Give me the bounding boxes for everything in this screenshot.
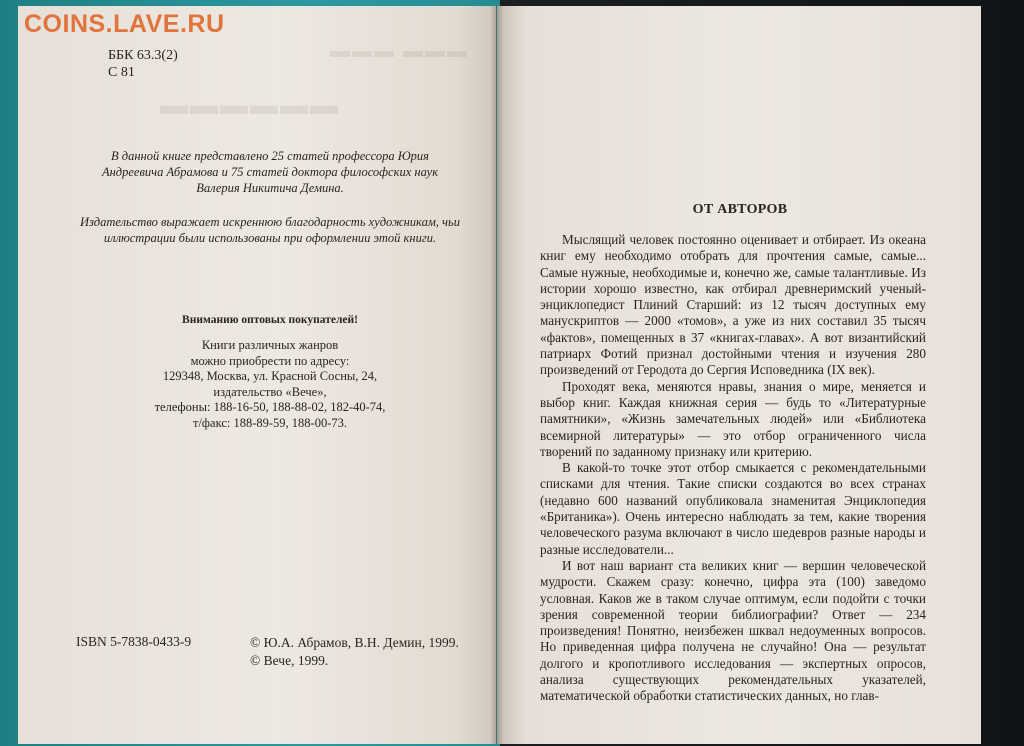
- book-gutter: [490, 6, 504, 744]
- copyright-block: [250, 634, 459, 670]
- preface-paragraph: Проходят века, меняются нравы, знания о мире, меняется и выбор книг. Каждая книжная серия — будь то «Литературные памятники», «Жизнь замечательных людей» или «Библиотека всемирной литературы» — это отбор ограниченного числа творений по заданному признаку или критерию.: [540, 378, 926, 459]
- preface-paragraph: Мыслящий человек постоянно оценивает и отбирает. Из океана книг ему необходимо отобрать для прочтения самые, самые... Самые нужные, необходимые и, конечно же, самые талантливые. Из истории хорошо известно, как отбирал древнеримский ученый-энциклопедист Плиний Старший: из 12 тысяч доступных ему манускриптов — 2000 «томов», а уже из них составил 35 тысяч «фактов», помещенных в 37 «книгах-главах». А вот византийский патриарх Фотий признал достойными чтения и изучения 280 произведений от Геродота до Сергия Исповедника (IX век).: [540, 232, 926, 378]
- intro-paragraph: Издательство выражает искреннюю благодарность художникам, чьи иллюстрации были использованы при оформлении этой книги.: [80, 215, 460, 245]
- bleed-through-shadow: ▬▬▬▬▬▬: [160, 90, 340, 121]
- wholesale-heading: Вниманию оптовых покупателей!: [182, 314, 358, 326]
- preface-paragraph: В какой-то точке этот отбор смыкается с рекомендательными списками для чтения. Такие списки создаются во всех странах (недавно 600 названий опубликовала знаменитая Энциклопедия «Британика»). Очень интересно наблюдать за тем, какие творения человеческого разума включают в число шедевров разные народы и разные исследователи...: [540, 460, 926, 557]
- wholesale-line: т/факс: 188-89-59, 188-00-73.: [192, 415, 348, 430]
- wholesale-line: можно приобрести по адресу:: [190, 353, 350, 368]
- bbk-classification: [108, 47, 178, 81]
- wholesale-address-block: [80, 338, 460, 431]
- wholesale-line: издательство «Вече»,: [213, 384, 327, 399]
- intro-paragraph: В данной книге представлено 25 статей профессора Юрия Андреевича Абрамова и 75 статей доктора философских наук Валерия Никитича Демина.: [101, 149, 439, 195]
- bbk-code: ББК 63.3(2): [108, 48, 178, 63]
- wholesale-line: 129348, Москва, ул. Красной Сосны, 24,: [162, 369, 378, 383]
- isbn-number: ISBN 5-7838-0433-9: [76, 634, 192, 649]
- site-watermark: COINS.LAVE.RU: [24, 10, 225, 38]
- bbk-index: С 81: [108, 65, 135, 80]
- wholesale-line: Книги различных жанров: [201, 338, 339, 352]
- copyright-line: © Вече, 1999.: [250, 653, 329, 668]
- bleed-through-shadow: ▬▬▬ ▬▬▬: [330, 40, 469, 62]
- preface-body: [540, 232, 926, 705]
- section-title: ОТ АВТОРОВ: [692, 202, 788, 217]
- intro-notes: [80, 148, 460, 264]
- preface-paragraph: И вот наш вариант ста великих книг — вершин человеческой мудрости. Скажем сразу: конечно, цифра эта (100) заведомо условная. Каков же в таком случае оптимум, если подойти с точки зрения современной теории библиографии? Ответ — 234 произведения! Понятно, неизбежен шквал недоуменных вопросов. Но приведенная цифра получена не случайно! Она — результат долгого и кропотливого исследования — экспертных опросов, анализа существующих рекомендательных указателей, математической обработки статистических данных, но глав-: [540, 557, 926, 704]
- copyright-line: © Ю.А. Абрамов, В.Н. Демин, 1999.: [250, 635, 459, 650]
- wholesale-line: телефоны: 188-16-50, 188-88-02, 182-40-74,: [154, 400, 386, 414]
